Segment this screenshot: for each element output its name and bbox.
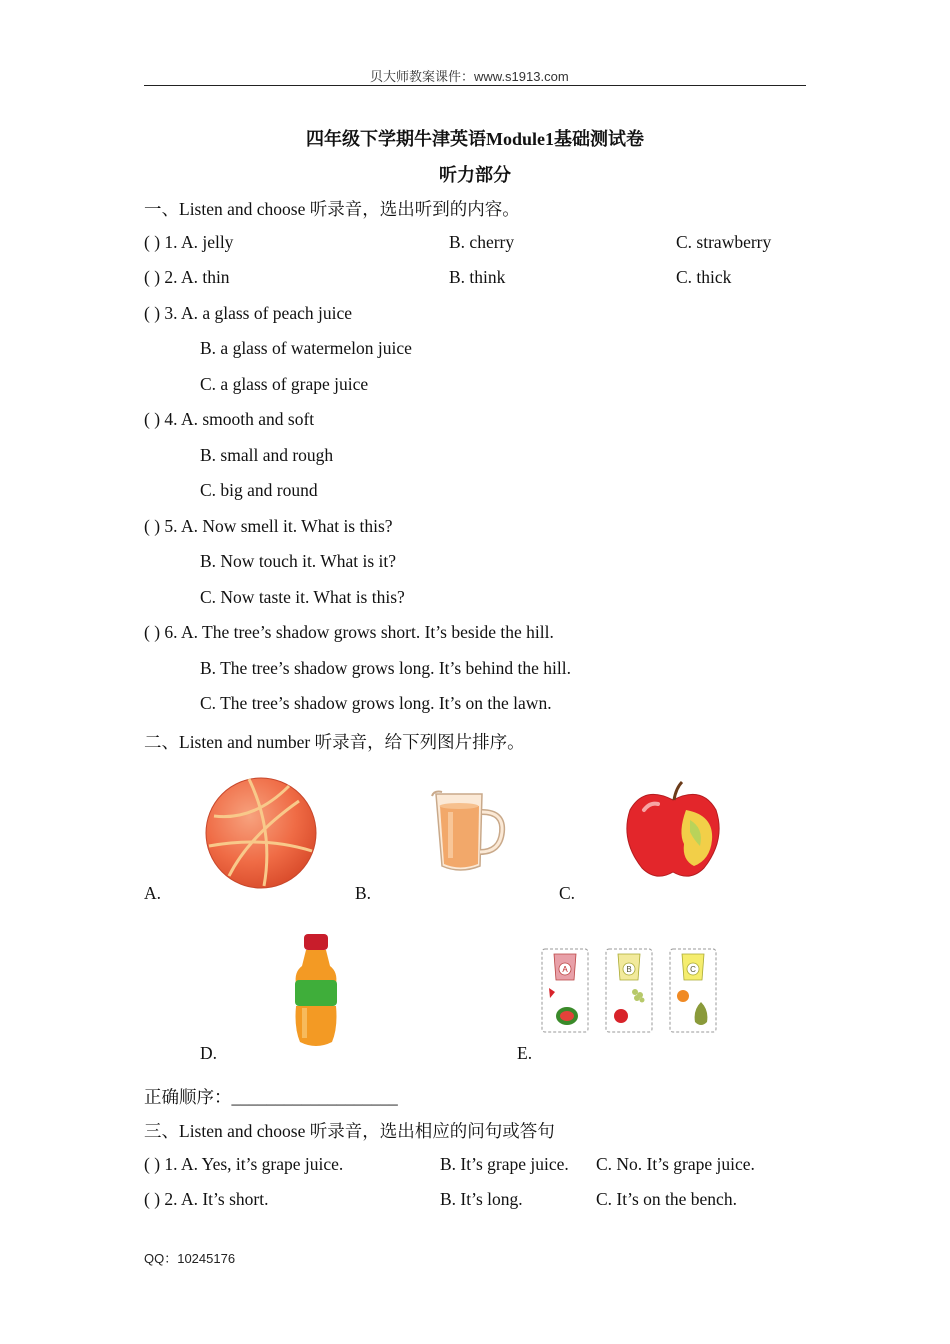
s1-q1-option-c: C. strawberry [676, 232, 772, 252]
card-letter-c: C [690, 965, 696, 974]
picture-label-a: A. [144, 883, 162, 903]
page-title: 四年级下学期牛津英语Module1基础测试卷 [306, 129, 644, 149]
s1-q6-stem: ( ) 6. A. The tree’s shadow grows short. It’s beside the hill. [144, 622, 554, 642]
card-letter-a: A [562, 965, 568, 974]
ball-image [204, 776, 318, 890]
page-footer: QQ：10245176 [144, 1251, 236, 1266]
s3-q2-option-b: B. It’s long. [440, 1189, 523, 1209]
section3-heading: 三、Listen and choose 听录音，选出相应的问句或答句 [144, 1121, 555, 1141]
s3-q2-option-c: C. It’s on the bench. [596, 1189, 737, 1209]
juice-cards-image [541, 948, 718, 1034]
picture-label-d: D. [200, 1043, 218, 1063]
s1-q1-stem: ( ) 1. A. jelly [144, 232, 234, 252]
s1-q5-stem: ( ) 5. A. Now smell it. What is this? [144, 516, 393, 536]
s1-q4-option-b: B. small and rough [200, 445, 334, 465]
s1-q3-option-b: B. a glass of watermelon juice [200, 338, 412, 358]
s1-q6-option-b: B. The tree’s shadow grows long. It’s behind the hill. [200, 658, 572, 678]
page-header: 贝大师教案课件：www.s1913.com [370, 69, 569, 84]
s3-q1-option-c: C. No. It’s grape juice. [596, 1154, 755, 1174]
s1-q4-option-c: C. big and round [200, 480, 318, 500]
s1-q2-stem: ( ) 2. A. thin [144, 267, 230, 287]
s3-q1-option-b: B. It’s grape juice. [440, 1154, 569, 1174]
section2-heading: 二、Listen and number 听录音，给下列图片排序。 [144, 732, 525, 752]
picture-label-b: B. [355, 883, 372, 903]
juice-jug-image [430, 788, 508, 874]
s1-q3-stem: ( ) 3. A. a glass of peach juice [144, 303, 352, 323]
page-subtitle: 听力部分 [439, 165, 511, 185]
s1-q3-option-c: C. a glass of grape juice [200, 374, 369, 394]
apple-image [624, 780, 722, 880]
picture-label-e: E. [517, 1043, 533, 1063]
s1-q5-option-b: B. Now touch it. What is it? [200, 551, 397, 571]
card-letter-b: B [626, 965, 632, 974]
header-divider [144, 85, 806, 86]
s1-q4-stem: ( ) 4. A. smooth and soft [144, 409, 315, 429]
s1-q5-option-c: C. Now taste it. What is this? [200, 587, 405, 607]
answer-order-line: 正确顺序：___________________ [144, 1087, 398, 1107]
s3-q1-stem: ( ) 1. A. Yes, it’s grape juice. [144, 1154, 344, 1174]
juice-bottle-image [292, 932, 340, 1050]
s1-q6-option-c: C. The tree’s shadow grows long. It’s on the lawn. [200, 693, 552, 713]
s1-q1-option-b: B. cherry [449, 232, 515, 252]
s1-q2-option-b: B. think [449, 267, 506, 287]
s3-q2-stem: ( ) 2. A. It’s short. [144, 1189, 269, 1209]
section1-heading: 一、Listen and choose 听录音，选出听到的内容。 [144, 199, 520, 219]
s1-q2-option-c: C. thick [676, 267, 732, 287]
picture-label-c: C. [559, 883, 576, 903]
